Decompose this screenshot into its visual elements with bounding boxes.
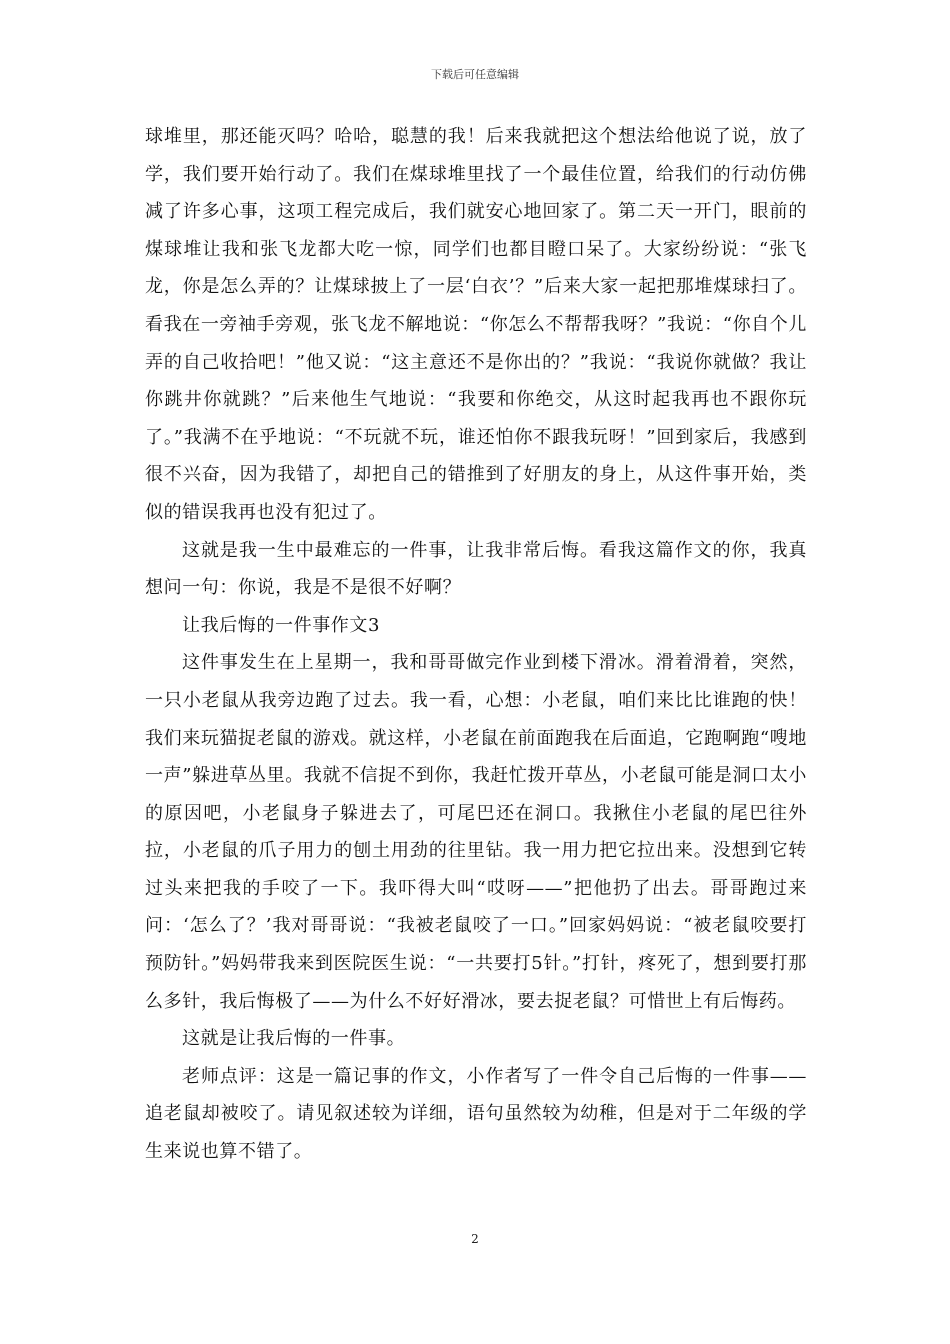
paragraph-regret-summary: 这就是我一生中最难忘的一件事，让我非常后悔。看我这篇作文的你，我真想问一句：你说，我是不是很不好啊？ xyxy=(145,539,807,599)
paragraph-teacher-comment: 老师点评：这是一篇记事的作文，小作者写了一件令自己后悔的一件事——追老鼠却被咬了。请见叙述较为详细，语句虽然较为幼稚，但是对于二年级的学生来说也算不错了。 xyxy=(145,1065,807,1163)
page-number: 2 xyxy=(471,1232,479,1246)
paragraph-mouse-story: 这件事发生在上星期一，我和哥哥做完作业到楼下滑冰。滑着滑着，突然，一只小老鼠从我旁边跑了过去。我一看，心想：小老鼠，咱们来比比谁跑的快！我们来玩猫捉老鼠的游戏。就这样，小老鼠在前面跑我在后面追，它跑啊跑“嗖地一声”躲进草丛里。我就不信捉不到你，我赶忙拨开草丛，小老鼠可能是洞口太小的原因吧，小老鼠身子躲进去了，可尾巴还在洞口。我揪住小老鼠的尾巴往外拉，小老鼠的爪子用力的刨土用劲的往里钻。我一用力把它拉出来。没想到它转过头来把我的手咬了一下。我吓得大叫“哎呀——”把他扔了出去。哥哥跑过来问：‘怎么了？’我对哥哥说：“我被老鼠咬了一口。”回家妈妈说：“被老鼠咬要打预防针。”妈妈带我来到医院医生说：“一共要打5针。”打针，疼死了，想到要打那么多针，我后悔极了——为什么不好好滑冰，要去捉老鼠？可惜世上有后悔药。 xyxy=(145,652,807,1012)
article-body xyxy=(145,118,807,1171)
essay-title: 让我后悔的一件事作文3 xyxy=(182,614,381,636)
paragraph-continuation: 球堆里，那还能灭吗？哈哈，聪慧的我！后来我就把这个想法给他说了说，放了学，我们要开始行动了。我们在煤球堆里找了一个最佳位置，给我们的行动仿佛减了许多心事，这项工程完成后，我们就安心地回家了。第二天一开门，眼前的煤球堆让我和张飞龙都大吃一惊，同学们也都目瞪口呆了。大家纷纷说：“张飞龙，你是怎么弄的？让煤球披上了一层‘白衣’？”后来大家一起把那堆煤球扫了。看我在一旁袖手旁观，张飞龙不解地说：“你怎么不帮帮我呀？”我说：“你自个儿弄的自己收拾吧！”他又说：“这主意还不是你出的？”我说：“我说你就做？我让你跳井你就跳？”后来他生气地说：“我要和你绝交，从这时起我再也不跟你玩了。”我满不在乎地说：“不玩就不玩，谁还怕你不跟我玩呀！”回到家后，我感到很不兴奋，因为我错了，却把自己的错推到了好朋友的身上，从这件事开始，类似的错误我再也没有犯过了。 xyxy=(145,126,807,523)
paragraph-conclusion: 这就是让我后悔的一件事。 xyxy=(182,1028,406,1050)
page-header: 下载后可任意编辑 xyxy=(431,68,519,81)
